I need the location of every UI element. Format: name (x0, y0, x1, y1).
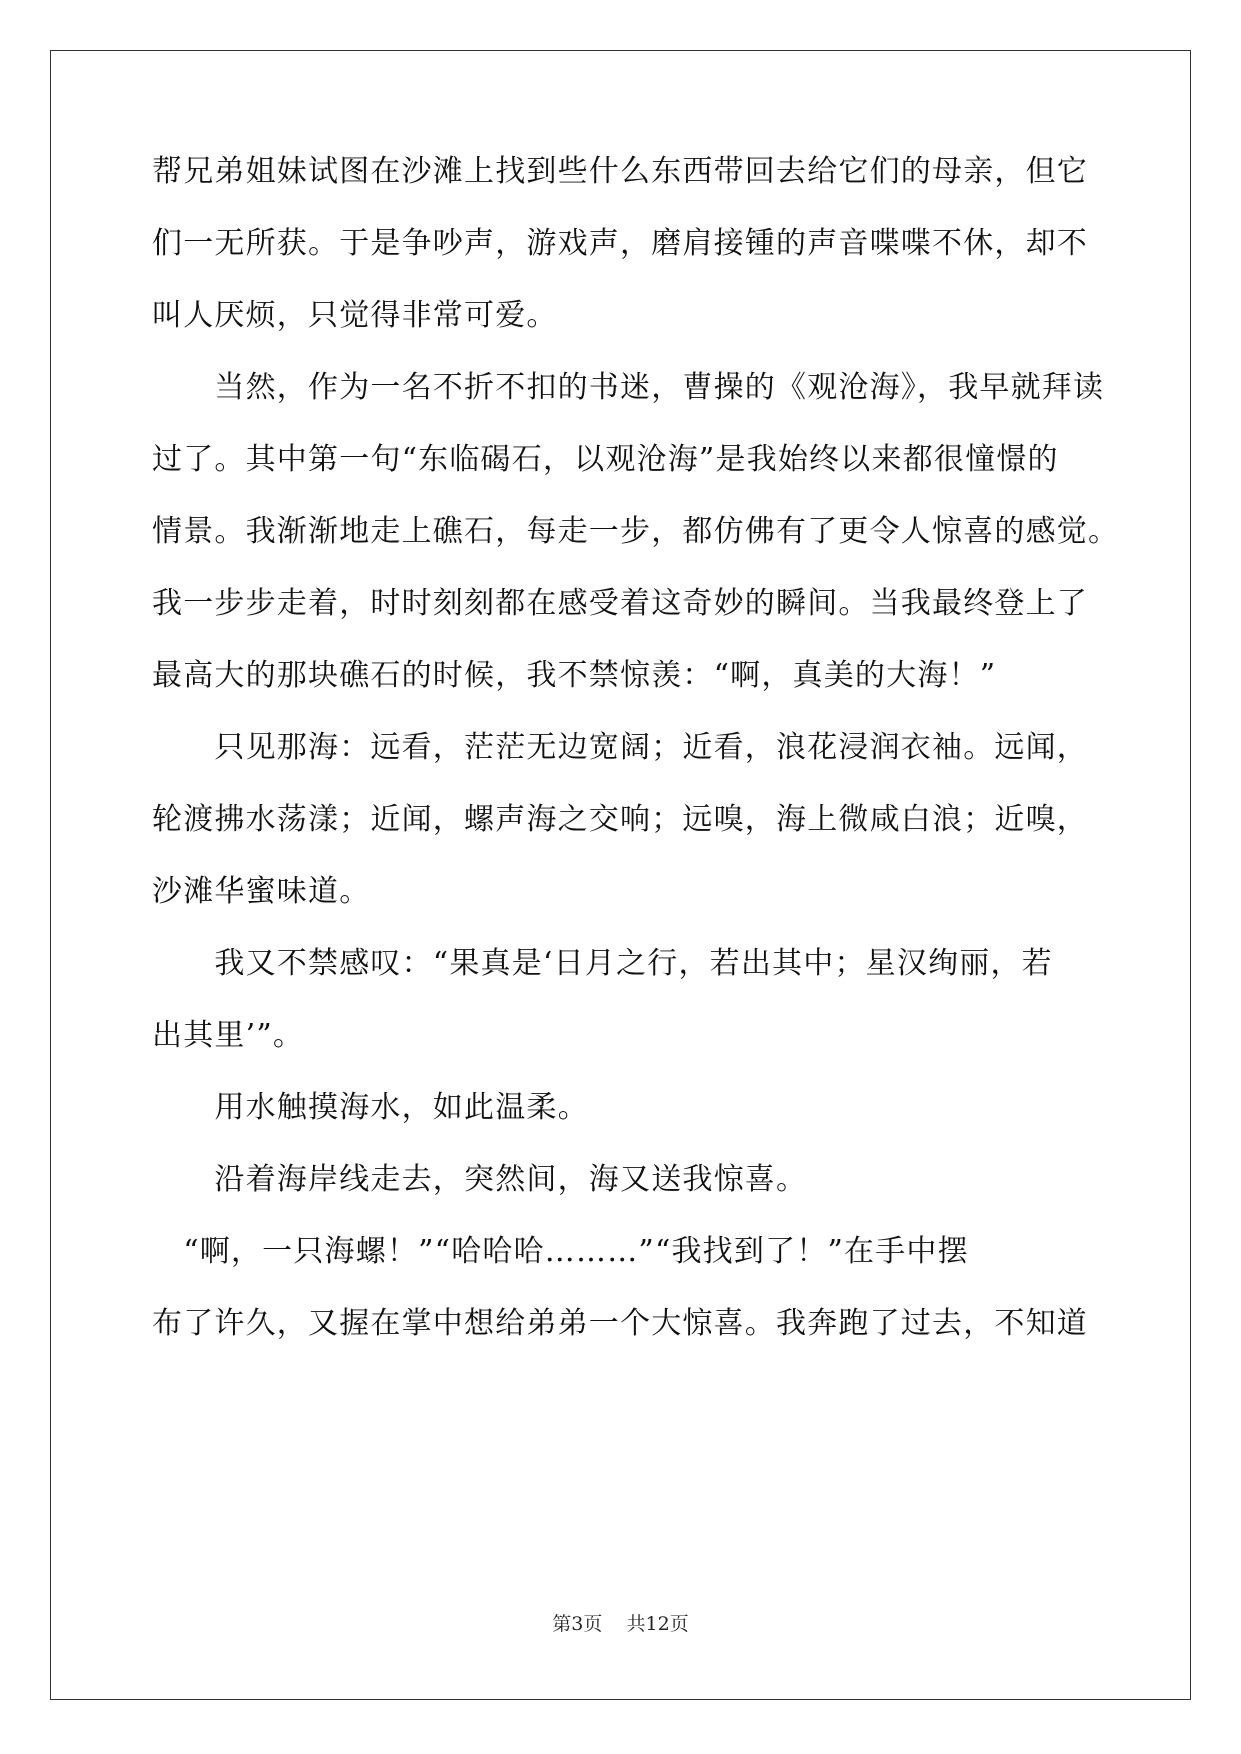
text-line: 叫人厌烦，只觉得非常可爱。 (152, 298, 558, 333)
text-line: 沙滩华蜜味道。 (152, 874, 371, 909)
text-line: 我一步步走着，时时刻刻都在感受着这奇妙的瞬间。当我最终登上了 (152, 586, 1088, 621)
text-line: 布了许久，又握在掌中想给弟弟一个大惊喜。我奔跑了过去，不知道 (152, 1306, 1088, 1341)
text-line: 只见那海：远看，茫茫无边宽阔；近看，浪花浸润衣袖。远闻， (152, 730, 1088, 765)
text-line: “啊，一只海螺！”“哈哈哈………”“我找到了！”在手中摆 (152, 1234, 969, 1269)
page-footer (0, 1612, 1241, 1636)
page-total: 共12页 (626, 1613, 689, 1635)
text-line: 过了。其中第一句“东临碣石，以观沧海”是我始终以来都很憧憬的 (152, 442, 1059, 477)
text-line: 用水触摸海水，如此温柔。 (152, 1090, 589, 1125)
text-line: 最高大的那块礁石的时候，我不禁惊羡：“啊，真美的大海！” (152, 658, 997, 693)
text-line: 我又不禁感叹：“果真是‘日月之行，若出其中；星汉绚丽，若 (152, 946, 1053, 981)
text-line: 出其里’”。 (152, 1018, 305, 1053)
text-line: 情景。我渐渐地走上礁石，每走一步，都仿佛有了更令人惊喜的感觉。 (152, 514, 1120, 549)
text-line: 轮渡拂水荡漾；近闻，螺声海之交响；远嗅，海上微咸白浪；近嗅， (152, 802, 1088, 837)
text-line: 帮兄弟姐妹试图在沙滩上找到些什么东西带回去给它们的母亲，但它 (152, 154, 1088, 189)
text-line: 沿着海岸线走去，突然间，海又送我惊喜。 (152, 1162, 808, 1197)
text-line: 们一无所获。于是争吵声，游戏声，磨肩接锺的声音喋喋不休，却不 (152, 226, 1088, 261)
text-line: 当然，作为一名不折不扣的书迷，曹操的《观沧海》，我早就拜读 (152, 370, 1105, 405)
page-number: 第3页 (552, 1613, 603, 1635)
